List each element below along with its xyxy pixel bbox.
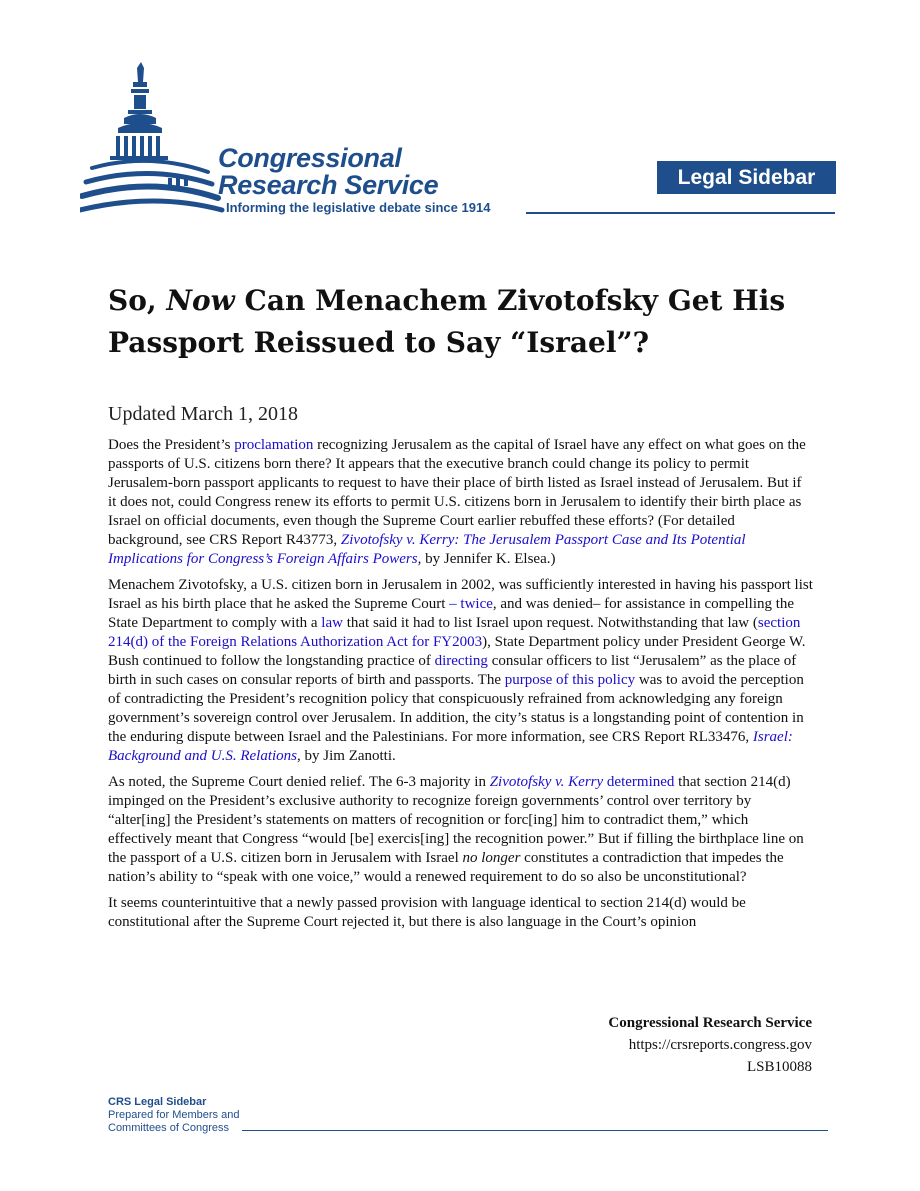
article-body xyxy=(108,436,813,939)
text: that said it had to list Israel upon request. Notwithstanding that law ( xyxy=(342,615,758,631)
zivotofsky-v-kerry-link[interactable]: Zivotofsky v. Kerry xyxy=(489,774,604,790)
corner-line-2: Prepared for Members and xyxy=(108,1109,240,1121)
document-footer xyxy=(608,1012,812,1078)
twice-link[interactable]: – twice xyxy=(449,596,493,612)
crs-wordmark xyxy=(218,145,438,199)
text: It seems counterintuitive that a newly passed provision with language identical to section 214(d) would be constitutional after the Supreme Court rejected it, but there is also language in the Court’s opinion xyxy=(108,895,746,930)
text: , by Jennifer K. Elsea.) xyxy=(417,551,556,567)
page-title xyxy=(108,280,828,364)
text: As noted, the Supreme Court denied relief. The 6-3 majority in xyxy=(108,774,490,790)
footer-rule xyxy=(242,1130,828,1131)
org-line-1: Congressional xyxy=(218,143,402,173)
text: consular officers to list “Jerusalem” as the place of birth in such cases on consular reports of birth and passports. The xyxy=(108,653,797,688)
corner-line-1: CRS Legal Sidebar xyxy=(108,1096,207,1108)
title-emphasis: Now xyxy=(166,284,235,317)
paragraph-4 xyxy=(108,894,813,932)
determined-link[interactable]: determined xyxy=(606,774,675,790)
text: ), State Department policy under President George W. Bush continued to follow the longstanding practice of xyxy=(108,634,806,669)
text: , and was denied– for assistance in compelling the State Department to comply with a xyxy=(108,596,795,631)
text: was to avoid the perception of contradicting the President’s recognition policy that conspicuously refrained from acknowledging any foreign government’s sovereign control over Jerusalem. In addition, the city’s status is a longstanding point of contention in the enduring dispute between Israel and the Palestinians. For more information, see CRS Report RL33476, xyxy=(108,672,804,745)
paragraph-1 xyxy=(108,436,813,569)
tagline-rule xyxy=(526,212,835,214)
title-part-2: Can Menachem Zivotofsky Get His Passport Reissued to Say “Israel”? xyxy=(108,284,786,359)
text: constitutes a contradiction that impedes the nation’s ability to “speak with one voice,” would a renewed requirement to do so also be unconstitutional? xyxy=(108,850,784,885)
text: that section 214(d) impinged on the President’s exclusive authority to recognize foreign governments’ control over territory by “alter[ing] the President’s statements on matters of recognition or forc[ing] him to contradict them,” which effectively meant that Congress “would [be] exercis[ing] the recognition power.” But if filling the birthplace line on the passport of a U.S. citizen born in Jerusalem with Israel xyxy=(108,774,804,866)
legal-sidebar-badge: Legal Sidebar xyxy=(657,161,836,194)
corner-line-3: Committees of Congress xyxy=(108,1122,230,1134)
text: , by Jim Zanotti. xyxy=(297,748,396,764)
crs-tagline: Informing the legislative debate since 1914 xyxy=(226,200,491,215)
section-214d-link[interactable]: section 214(d) of the Foreign Relations Authorization Act for FY2003 xyxy=(108,615,801,650)
report-code: LSB10088 xyxy=(746,1059,812,1075)
text: Does the President’s xyxy=(108,437,235,453)
directing-link[interactable]: directing xyxy=(434,653,488,669)
paragraph-3 xyxy=(108,773,813,887)
text: recognizing Jerusalem as the capital of Israel have any effect on what goes on the passports of U.S. citizens born there? It appears that the executive branch could change its policy to permit Jerusalem-born passport applicants to request to have their place of birth listed as Israel instead of Jerusalem. But if it does not, could Congress renew its efforts to permit U.S. citizens born in Jerusalem to identify their birth place as Israel on official documents, even though the Supreme Court earlier rebuffed these efforts? (For detailed background, see CRS Report R43773, xyxy=(108,437,806,548)
report-r43773-link[interactable]: Zivotofsky v. Kerry: The Jerusalem Passport Case and Its Potential Implications for Congress’s Foreign Affairs Powers xyxy=(108,532,746,567)
crs-header xyxy=(80,60,840,230)
purpose-of-policy-link[interactable]: purpose of this policy xyxy=(504,672,636,688)
org-line-2: Research Service xyxy=(218,170,439,200)
text: Menachem Zivotofsky, a U.S. citizen born in Jerusalem in 2002, was sufficiently interested in having his passport list Israel as his birth place that he asked the Supreme Court xyxy=(108,577,813,612)
title-part-1: So, xyxy=(108,284,167,317)
corner-note xyxy=(108,1096,239,1135)
emphasis: no longer xyxy=(462,850,521,866)
paragraph-2 xyxy=(108,576,813,766)
law-link[interactable]: law xyxy=(321,615,343,631)
capitol-dome-logo-icon xyxy=(80,60,230,220)
footer-org: Congressional Research Service xyxy=(608,1015,812,1031)
footer-url[interactable]: https://crsreports.congress.gov xyxy=(628,1037,812,1053)
proclamation-link[interactable]: proclamation xyxy=(234,437,314,453)
report-rl33476-link[interactable]: Israel: Background and U.S. Relations xyxy=(108,729,793,764)
updated-date: Updated March 1, 2018 xyxy=(108,403,298,425)
